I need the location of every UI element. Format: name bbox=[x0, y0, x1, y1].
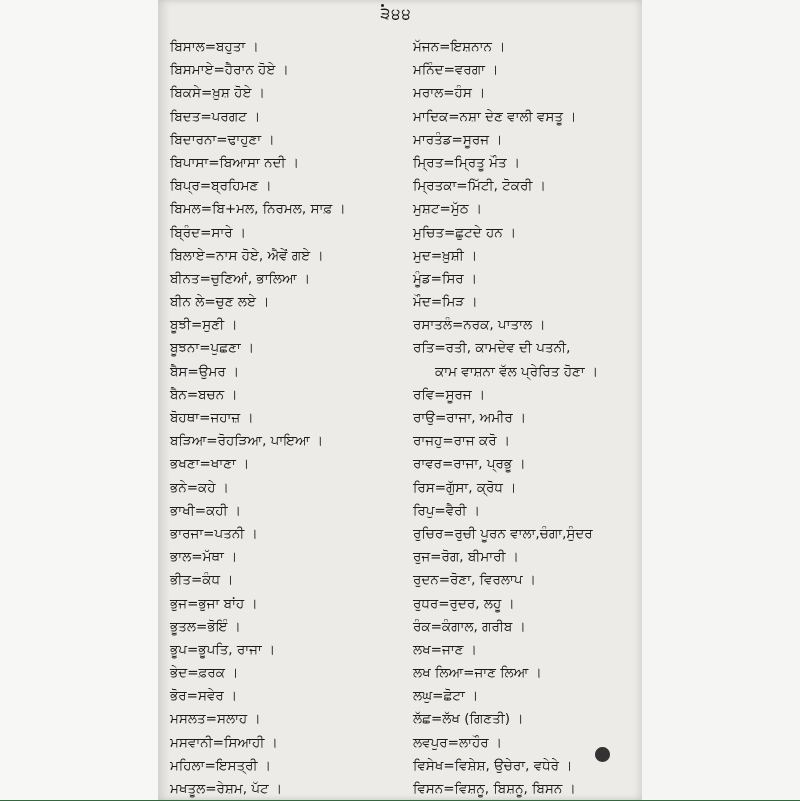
glossary-entry: ਬਿਲਾਏ=ਨਾਸ ਹੋਏ, ਐਵੇਂ ਗਏ । bbox=[170, 247, 324, 264]
glossary-entry: ਮ੍ਰਿਤ=ਮ੍ਰਿਤੂ ਮੌਤ । bbox=[413, 154, 520, 171]
glossary-entry: ਬਿਦਤ=ਪਰਗਟ । bbox=[170, 108, 261, 125]
glossary-entry: ਲਵਪੁਰ=ਲਾਹੌਰ । bbox=[413, 734, 503, 751]
glossary-entry: ਮਾਰਤੰਡ=ਸੂਰਜ । bbox=[413, 131, 503, 148]
glossary-entry: ਬੈਨ=ਬਚਨ । bbox=[170, 386, 238, 403]
glossary-entry: ਬੈਸ=ਉਮਰ । bbox=[170, 363, 240, 380]
glossary-entry: ਭੋਰ=ਸਵੇਰ । bbox=[170, 688, 238, 705]
glossary-entry: ਰਾਉ=ਰਾਜਾ, ਅਮੀਰ । bbox=[413, 410, 527, 426]
glossary-entry: ਮੱਜਨ=ਇਸ਼ਨਾਨ । bbox=[413, 39, 506, 55]
glossary-entry: ਮਸਵਾਨੀ=ਸਿਆਹੀ । bbox=[170, 734, 278, 751]
glossary-entry: ਮਸਲਤ=ਸਲਾਹ । bbox=[170, 711, 261, 728]
glossary-entry: ਬੋਹਥਾ=ਜਹਾਜ਼ । bbox=[170, 410, 254, 426]
glossary-entry: ਲੱਛ=ਲੱਖ (ਗਿਣਤੀ) । bbox=[413, 711, 524, 728]
glossary-entry: ਮੁਚਿਤ=ਛੁਟਦੇ ਹਨ । bbox=[413, 224, 517, 241]
glossary-entry: ਭਖਣਾ=ਖਾਣਾ । bbox=[170, 456, 250, 473]
glossary-entry: ਮਖਤੂਲ=ਰੇਸ਼ਮ, ਪੱਟ । bbox=[170, 781, 283, 797]
glossary-entry: ਵਿਸਨ=ਵਿਸ਼ਨੂ, ਬਿਸ਼ਨੂ, ਬਿਸਨ । bbox=[413, 781, 576, 797]
glossary-entry: ਰਾਜਹੁ=ਰਾਜ ਕਰੋ । bbox=[413, 433, 510, 450]
glossary-entry: ਰਵਿ=ਸੂਰਜ । bbox=[413, 386, 486, 403]
book-page bbox=[158, 0, 642, 800]
glossary-entry: ਮਾਦਿਕ=ਨਸ਼ਾ ਦੇਣ ਵਾਲੀ ਵਸਤੂ । bbox=[413, 108, 577, 125]
glossary-entry: ਬ੍ਰਿੰਦ=ਸਾਰੇ । bbox=[170, 224, 247, 241]
glossary-entry: ਵਿਸੇਖ=ਵਿਸ਼ੇਸ਼, ਉਚੇਰਾ, ਵਧੇਰੇ । bbox=[413, 757, 573, 774]
glossary-entry: ਰਸਾਤਲੰ=ਨਰਕ, ਪਾਤਾਲ । bbox=[413, 317, 546, 334]
glossary-entry: ਭਾਰਜਾ=ਪਤਨੀ । bbox=[170, 525, 258, 542]
glossary-entry: ਭਾਖੀ=ਕਹੀ । bbox=[170, 502, 242, 519]
glossary-entry: ਰੰਕ=ਕੰਗਾਲ, ਗਰੀਬ । bbox=[413, 618, 526, 635]
glossary-entry: ਰੁਜ=ਰੋਗ, ਬੀਮਾਰੀ । bbox=[413, 549, 519, 566]
glossary-entry: ਲਖ=ਜਾਣ । bbox=[413, 641, 477, 658]
background-left bbox=[0, 0, 160, 800]
glossary-entry: ਬਿਸਮਾਏ=ਹੈਰਾਨ ਹੋਏ । bbox=[170, 62, 289, 79]
glossary-entry: ਮੌਦ=ਮਿੜ । bbox=[413, 294, 478, 311]
glossary-entry: ਰੁਦਨ=ਰੋਣਾ, ਵਿਰਲਾਪ । bbox=[413, 572, 536, 589]
page-number: ੩੪੪ bbox=[380, 4, 412, 23]
glossary-entry: ਬਿਸਾਲ=ਬਹੁਤਾ । bbox=[170, 39, 259, 55]
glossary-entry: ਬੂਝਨਾ=ਪੁਛਣਾ । bbox=[170, 340, 255, 357]
glossary-entry: ਭਨੇ=ਕਹੇ । bbox=[170, 479, 229, 496]
glossary-entry: ਮਹਿਲਾ=ਇਸਤ੍ਰੀ । bbox=[170, 757, 272, 774]
glossary-entry: ਰਿਸ=ਗੁੱਸਾ, ਕ੍ਰੋਧ । bbox=[413, 479, 517, 496]
glossary-entry: ਮਨਿੰਦ=ਵਰਗਾ । bbox=[413, 62, 499, 79]
glossary-entry: ਰੁਧਰ=ਰੁਦਰ, ਲਹੂ । bbox=[413, 595, 515, 612]
glossary-entry-continuation: ਕਾਮ ਵਾਸ਼ਨਾ ਵੱਲ ਪ੍ਰੇਰਿਤ ਹੋਣਾ । bbox=[435, 363, 599, 380]
glossary-entry: ਬੀਨਤ=ਚੁਣਿਆਂ, ਭਾਲਿਆ । bbox=[170, 270, 311, 287]
glossary-entry: ਲਖ ਲਿਆ=ਜਾਣ ਲਿਆ । bbox=[413, 665, 542, 682]
glossary-entry: ਰਤਿ=ਰਤੀ, ਕਾਮਦੇਵ ਦੀ ਪਤਨੀ, bbox=[413, 340, 571, 357]
glossary-entry: ਮੁਦ=ਖ਼ੁਸ਼ੀ । bbox=[413, 247, 478, 264]
glossary-entry: ਰਾਵਰ=ਰਾਜਾ, ਪ੍ਰਭੂ । bbox=[413, 456, 526, 473]
background-right bbox=[640, 0, 800, 800]
glossary-entry: ਭਾਲ=ਮੱਥਾ । bbox=[170, 549, 238, 566]
bullet-mark bbox=[595, 747, 610, 762]
glossary-entry: ਲਘੁ=ਛੋਟਾ । bbox=[413, 688, 479, 705]
glossary-entry: ਬਿਪਾਸਾ=ਬਿਆਸਾ ਨਦੀ । bbox=[170, 154, 299, 171]
glossary-entry: ਮੂੰਡ=ਸਿਰ । bbox=[413, 270, 478, 287]
glossary-entry: ਭੁਜ=ਭੁਜਾ ਬਾਂਹ । bbox=[170, 595, 258, 612]
glossary-entry: ਭੇਦ=ਫ਼ਰਕ । bbox=[170, 665, 239, 682]
glossary-entry: ਮ੍ਰਿਤਕਾ=ਮਿੱਟੀ, ਟੋਕਰੀ । bbox=[413, 178, 546, 195]
glossary-entry: ਰੁਚਿਰ=ਰੁਚੀ ਪੂਰਨ ਵਾਲਾ,ਚੰਗਾ,ਸੁੰਦਰ bbox=[413, 525, 593, 542]
glossary-left-column bbox=[170, 36, 415, 801]
glossary-entry: ਬਿਕਸੇ=ਖ਼ੁਸ਼ ਹੋਏ । bbox=[170, 85, 265, 102]
glossary-entry: ਬੂਝੀ=ਸੁਣੀ । bbox=[170, 317, 238, 334]
glossary-entry: ਭੂਤਲ=ਭੋਇੰ । bbox=[170, 618, 241, 635]
glossary-entry: ਬਿਦਾਰਨਾ=ਢਾਹੁਣਾ । bbox=[170, 131, 275, 148]
glossary-entry: ਮੁਸ਼ਟ=ਮੁੱਠ । bbox=[413, 201, 482, 218]
glossary-entry: ਬੀਨ ਲੇ=ਚੁਣ ਲਏ । bbox=[170, 294, 270, 311]
glossary-right-column bbox=[413, 36, 638, 801]
glossary-entry: ਭੀਤ=ਕੰਧ । bbox=[170, 572, 234, 589]
glossary-entry: ਰਿਪੁ=ਵੈਰੀ । bbox=[413, 502, 481, 519]
glossary-entry: ਬਿਮਲ=ਬਿ+ਮਲ, ਨਿਰਮਲ, ਸਾਫ਼ । bbox=[170, 201, 346, 218]
glossary-entry: ਬਿਪ੍ਰ=ਬ੍ਰਹਿਮਣ । bbox=[170, 178, 272, 195]
glossary-entry: ਮਰਾਲ=ਹੰਸ । bbox=[413, 85, 486, 102]
glossary-entry: ਭੂਪ=ਭੂਪਤਿ, ਰਾਜਾ । bbox=[170, 641, 276, 658]
glossary-entry: ਬੜਿਆ=ਰੋਹੜਿਆ, ਪਾਇਆ । bbox=[170, 433, 324, 450]
